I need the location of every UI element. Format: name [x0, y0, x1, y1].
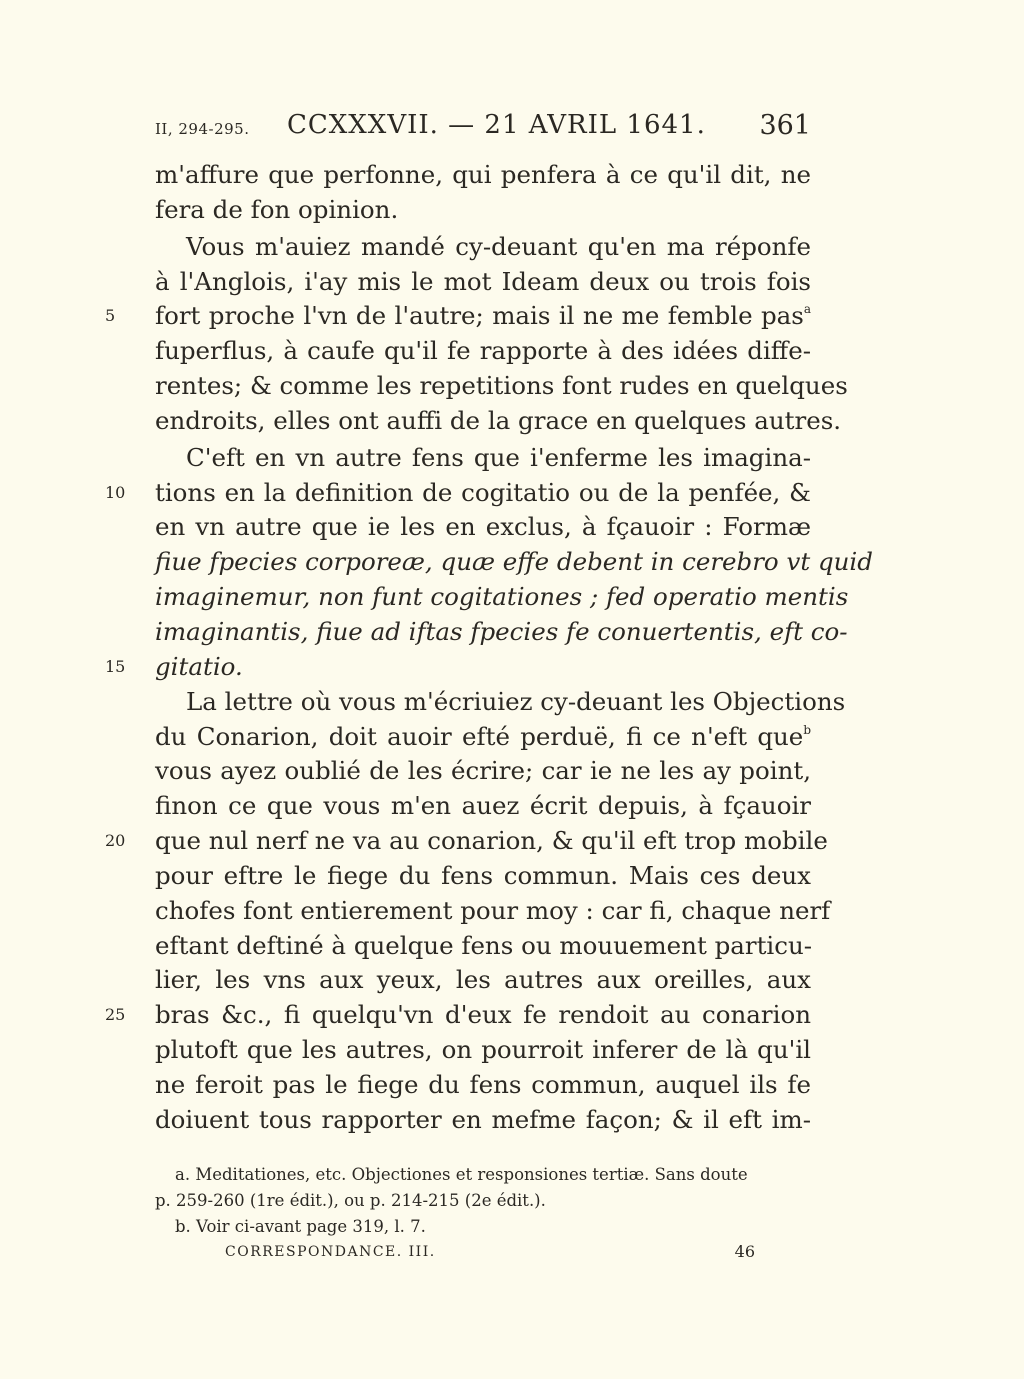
text-line: 5 fort proche l'vn de l'autre; mais il ne me femble pas$^a$ — [155, 299, 811, 334]
text-line: finon ce que vous m'en auez écrit depuis, à fçauoir — [155, 791, 811, 821]
text-line: La lettre où vous m'écriuiez cy-deuant les Objections — [186, 686, 846, 716]
line-number: 10 — [105, 482, 126, 502]
footnote-a-continuation: p. 259-260 (1re édit.), ou p. 214-215 (2e édit.). — [155, 1191, 546, 1210]
text-line: 20 que nul nerf ne va au conarion, & qu'il eft trop mobile — [155, 824, 811, 859]
text-line: à l'Anglois, i'ay mis le mot Ideam deux ou trois fois — [155, 266, 811, 296]
footnotes — [155, 1162, 815, 1240]
text-line: du Conarion, doit auoir efté perduë, fi ce n'eft que$^b$ — [155, 721, 811, 751]
signature-number: 46 — [734, 1242, 755, 1261]
running-header — [155, 108, 811, 148]
body-text — [105, 158, 873, 1138]
text-line: pour eftre le fiege du fens commun. Mais ces deux — [155, 860, 811, 890]
text-line: C'eft en vn autre fens que i'enferme les imagina- — [186, 442, 811, 472]
text-line: endroits, elles ont auffi de la grace en quelques autres. — [155, 405, 842, 435]
text-line: plutoft que les autres, on pourroit inferer de là qu'il — [155, 1035, 811, 1065]
text-line: 10 tions en la definition de cogitatio ou de la penfée, & — [155, 476, 811, 511]
text-line: 25 bras &c., fi quelqu'vn d'eux fe rendoit au conarion — [155, 998, 811, 1033]
line-number: 25 — [105, 1005, 126, 1025]
text-line: vous ayez oublié de les écrire; car ie ne les ay point, — [155, 756, 811, 786]
line-number: 15 — [105, 656, 126, 676]
text-line: fera de fon opinion. — [155, 194, 399, 224]
text-line: chofes font entierement pour moy : car fi, chaque nerf — [155, 895, 831, 925]
text-line: fiue fpecies corporeæ, quæ effe debent in cerebro vt quid — [155, 547, 873, 577]
text-line: imaginantis, fiue ad iftas fpecies fe conuertentis, eft co- — [155, 616, 848, 646]
text-line: doiuent tous rapporter en mefme façon; & il eft im- — [155, 1104, 811, 1134]
footnote-marker-a: a — [803, 302, 811, 317]
line-number: 5 — [105, 306, 116, 326]
printer-signature — [225, 1244, 755, 1260]
text-line: lier, les vns aux yeux, les autres aux oreilles, aux — [155, 965, 811, 995]
footnote-a: a. Meditationes, etc. Objectiones et responsiones tertiæ. Sans doute — [175, 1165, 748, 1184]
text-line: Vous m'auiez mandé cy-deuant qu'en ma réponfe — [186, 231, 811, 261]
line-number: 20 — [105, 831, 126, 851]
header-reference: II, 294-295. — [155, 120, 250, 138]
text-line: fuperflus, à caufe qu'il fe rapporte à des idées diffe- — [155, 336, 811, 366]
text-line: en vn autre que ie les en exclus, à fçauoir : Formæ — [155, 512, 811, 542]
text-line: m'affure que perfonne, qui penfera à ce qu'il dit, ne — [155, 160, 811, 189]
text-line: 15 gitatio. — [155, 650, 811, 685]
text-line: imaginemur, non funt cogitationes ; fed operatio mentis — [155, 582, 849, 612]
header-title: CCXXXVII. — 21 AVRIL 1641. — [287, 110, 706, 140]
footnote-marker-b: b — [803, 722, 811, 737]
page-number: 361 — [759, 110, 811, 141]
text-line: eftant deftiné à quelque fens ou mouuement particu- — [155, 930, 813, 960]
signature-label: CORRESPONDANCE. III. — [225, 1244, 436, 1260]
text-line: ne feroit pas le fiege du fens commun, auquel ils fe — [155, 1069, 811, 1099]
footnote-b: b. Voir ci-avant page 319, l. 7. — [175, 1217, 426, 1236]
text-line: rentes; & comme les repetitions font rudes en quelques — [155, 371, 848, 401]
